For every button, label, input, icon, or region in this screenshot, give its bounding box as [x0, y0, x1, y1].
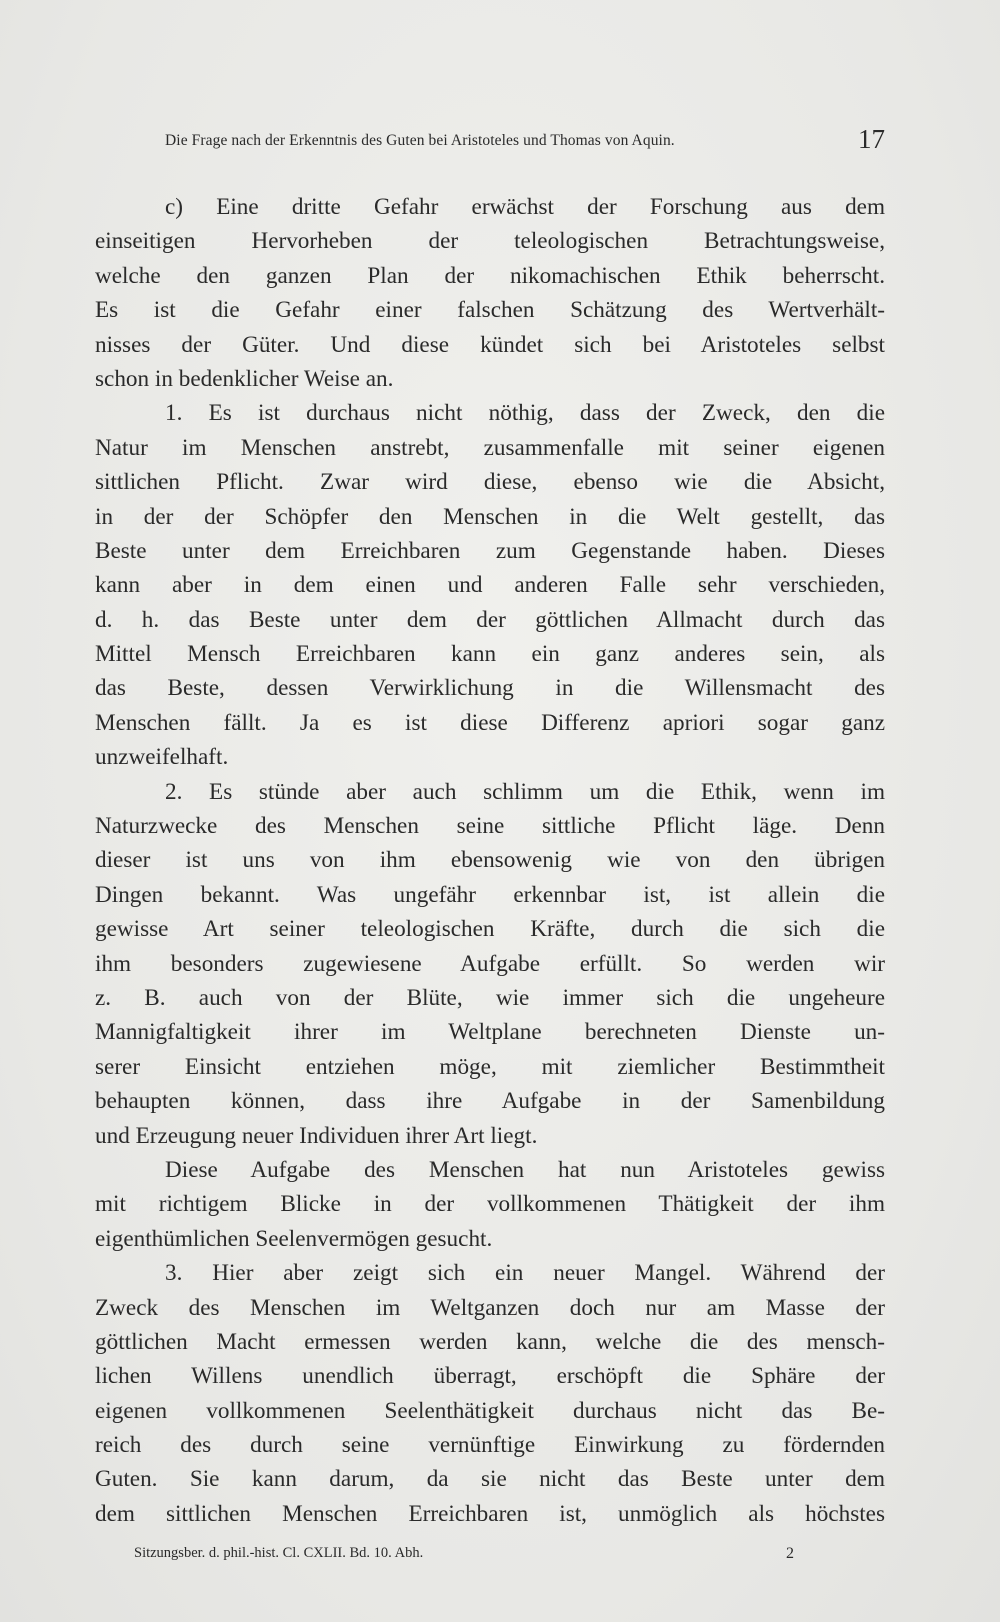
- text-line: 1. Es ist durchaus nicht nöthig, dass der Zweck, den die: [165, 400, 885, 427]
- text-line: behaupten können, dass ihre Aufgabe in der Samenbildung: [95, 1088, 885, 1115]
- body-text: [95, 190, 885, 1531]
- text-line: sittlichen Pflicht. Zwar wird diese, ebenso wie die Absicht,: [95, 469, 885, 496]
- text-line: 3. Hier aber zeigt sich ein neuer Mangel. Während der: [165, 1260, 885, 1287]
- text-line: d. h. das Beste unter dem der göttlichen Allmacht durch das: [95, 606, 885, 633]
- text-line: schon in bedenklicher Weise an.: [95, 365, 394, 392]
- text-line: serer Einsicht entziehen möge, mit ziemlicher Bestimmtheit: [95, 1053, 885, 1080]
- text-line: dieser ist uns von ihm ebensowenig wie von den übrigen: [95, 847, 885, 874]
- text-line: z. B. auch von der Blüte, wie immer sich die ungeheure: [95, 984, 885, 1011]
- running-header: [165, 124, 885, 158]
- text-line: in der der Schöpfer den Menschen in die Welt gestellt, das: [95, 503, 885, 530]
- text-line: Mannigfaltigkeit ihrer im Weltplane berechneten Dienste un-: [95, 1019, 885, 1046]
- text-line: einseitigen Hervorheben der teleologischen Betrachtungsweise,: [95, 228, 885, 255]
- footer: [134, 1545, 794, 1569]
- text-line: eigenen vollkommenen Seelenthätigkeit durchaus nicht das Be-: [95, 1397, 885, 1424]
- text-line: Zweck des Menschen im Weltganzen doch nur am Masse der: [95, 1294, 885, 1321]
- text-line: Guten. Sie kann darum, da sie nicht das Beste unter dem: [95, 1466, 885, 1493]
- text-line: mit richtigem Blicke in der vollkommenen Thätigkeit der ihm: [95, 1191, 885, 1218]
- text-line: Es ist die Gefahr einer falschen Schätzung des Wertverhält-: [95, 297, 885, 324]
- text-line: Menschen fällt. Ja es ist diese Differenz apriori sogar ganz: [95, 709, 885, 736]
- sheet-number: 2: [786, 1545, 794, 1562]
- text-line: kann aber in dem einen und anderen Falle sehr verschieden,: [95, 572, 885, 599]
- text-line: Dingen bekannt. Was ungefähr erkennbar ist, ist allein die: [95, 881, 885, 908]
- text-line: c) Eine dritte Gefahr erwächst der Forschung aus dem: [165, 194, 885, 220]
- text-line: nisses der Güter. Und diese kündet sich bei Aristoteles selbst: [95, 331, 885, 358]
- text-line: dem sittlichen Menschen Erreichbaren ist, unmöglich als höchstes: [95, 1500, 885, 1527]
- text-line: unzweifelhaft.: [95, 744, 229, 771]
- text-line: welche den ganzen Plan der nikomachischen Ethik beherrscht.: [95, 262, 885, 289]
- text-line: eigenthümlichen Seelenvermögen gesucht.: [95, 1225, 493, 1252]
- text-line: reich des durch seine vernünftige Einwirkung zu fördernden: [95, 1432, 885, 1459]
- text-line: gewisse Art seiner teleologischen Kräfte, durch die sich die: [95, 916, 885, 943]
- text-line: das Beste, dessen Verwirklichung in die Willensmacht des: [95, 675, 885, 702]
- text-line: und Erzeugung neuer Individuen ihrer Art liegt.: [95, 1122, 538, 1149]
- text-line: lichen Willens unendlich überragt, erschöpft die Sphäre der: [95, 1363, 885, 1390]
- text-line: Diese Aufgabe des Menschen hat nun Aristoteles gewiss: [165, 1156, 885, 1183]
- text-line: göttlichen Macht ermessen werden kann, welche die des mensch-: [95, 1328, 885, 1355]
- text-line: ihm besonders zugewiesene Aufgabe erfüllt. So werden wir: [95, 950, 885, 977]
- signature-line: Sitzungsber. d. phil.-hist. Cl. CXLII. Bd. 10. Abh.: [134, 1545, 424, 1561]
- text-line: Beste unter dem Erreichbaren zum Gegenstande haben. Dieses: [95, 537, 885, 564]
- text-line: 2. Es stünde aber auch schlimm um die Ethik, wenn im: [165, 778, 885, 805]
- text-line: Natur im Menschen anstrebt, zusammenfalle mit seiner eigenen: [95, 434, 885, 461]
- running-title: Die Frage nach der Erkenntnis des Guten bei Aristoteles und Thomas von Aquin.: [165, 132, 675, 149]
- page-number: 17: [858, 124, 885, 154]
- text-line: Mittel Mensch Erreichbaren kann ein ganz anderes sein, als: [95, 641, 885, 668]
- text-line: Naturzwecke des Menschen seine sittliche Pflicht läge. Denn: [95, 813, 885, 840]
